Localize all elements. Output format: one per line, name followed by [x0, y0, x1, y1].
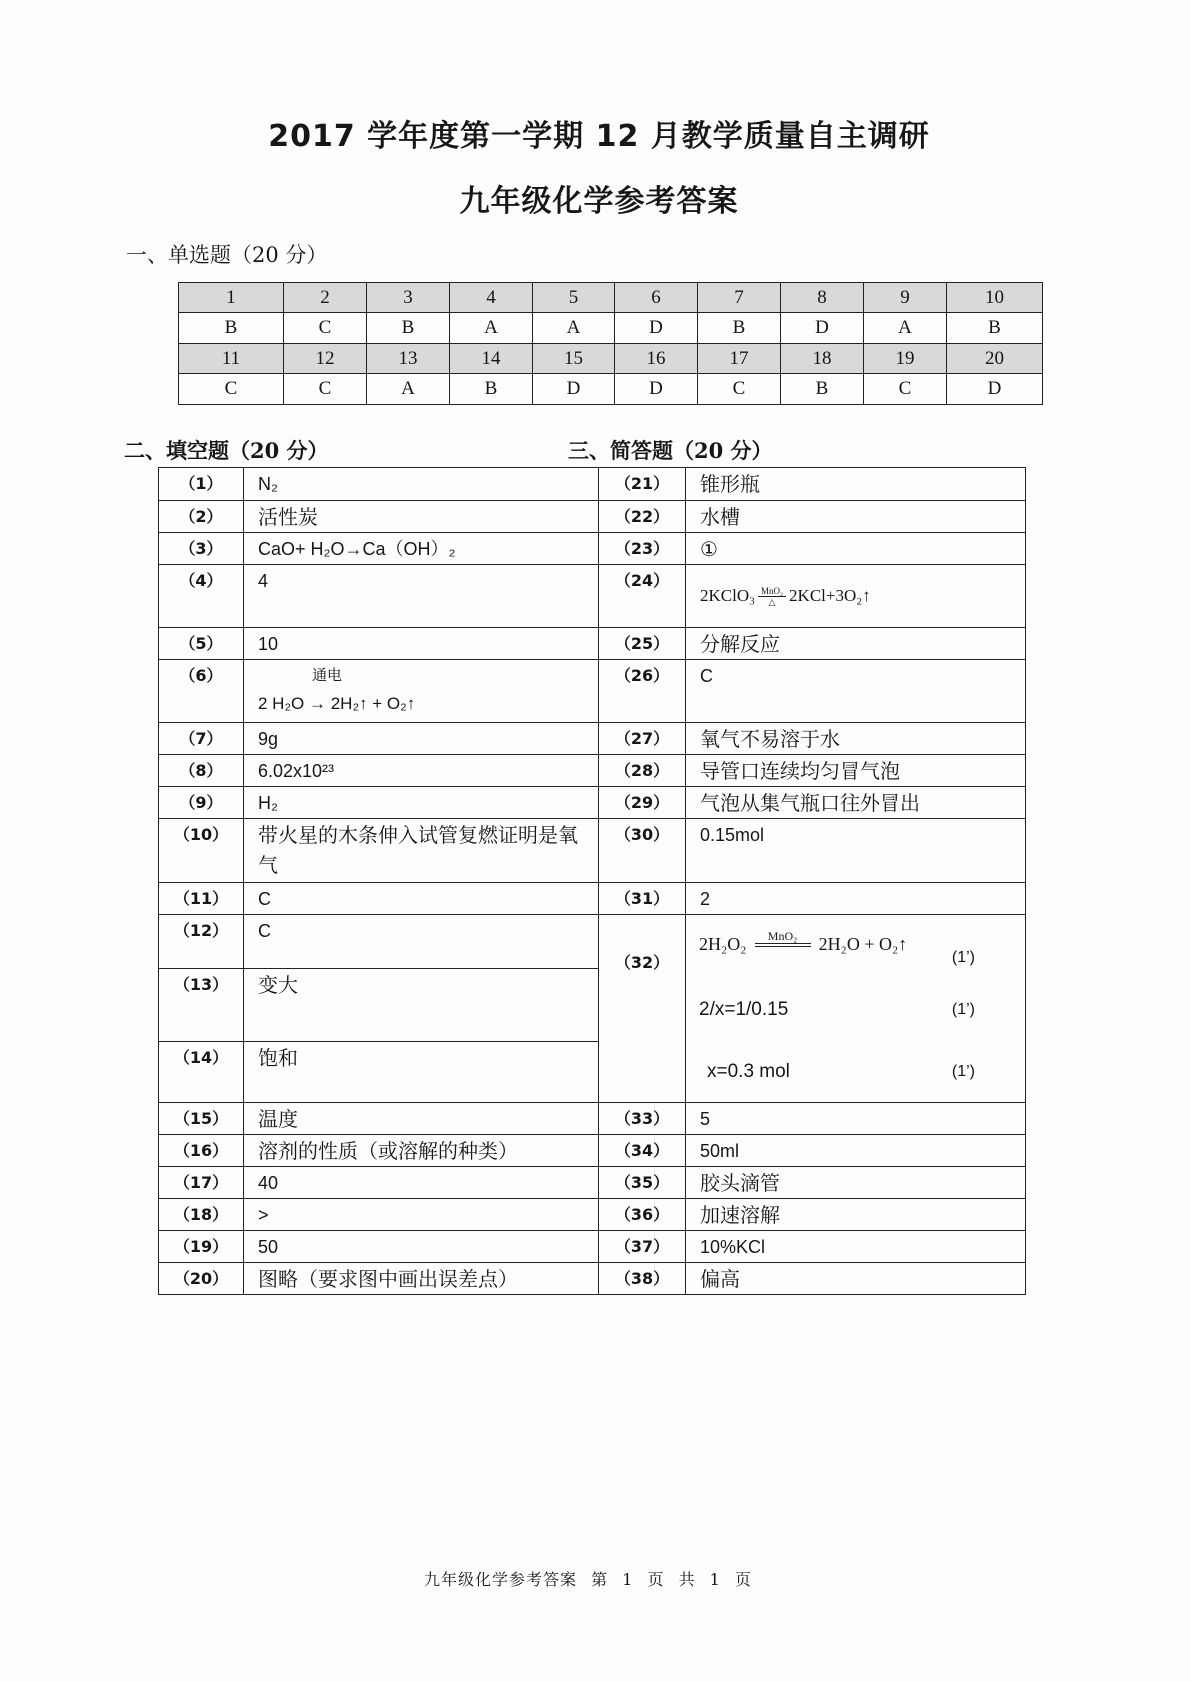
equation-reactant: 2KClO₃ — [700, 586, 756, 605]
answer-row — [159, 883, 1026, 915]
answer-row — [159, 1167, 1026, 1199]
answer-row — [159, 1135, 1026, 1167]
mc-number: 18 — [781, 344, 864, 374]
single-choice-heading: 一、单选题（20 分） — [126, 243, 328, 267]
fill-blank-number: （7） — [159, 723, 244, 755]
short-answer-number: （28） — [599, 755, 686, 787]
fill-blank-answer: 50 — [244, 1231, 599, 1263]
short-answer-answer: 50ml — [686, 1135, 1026, 1167]
answer-row — [159, 915, 1026, 969]
chemical-equation: 2 H₂O → 2H₂↑ + O₂↑ — [258, 694, 416, 713]
fill-blank-number: （3） — [159, 533, 244, 565]
answer-row — [159, 533, 1026, 565]
answer-row — [159, 787, 1026, 819]
short-answer-number: （31） — [599, 883, 686, 915]
mc-number: 2 — [284, 283, 367, 313]
mc-number: 5 — [533, 283, 615, 313]
fill-blank-number: （4） — [159, 565, 244, 628]
mc-answer: A — [367, 374, 450, 405]
mc-answer: D — [533, 374, 615, 405]
calculation-text: x=0.3 mol — [707, 1061, 790, 1082]
score-mark: (1’) — [951, 949, 975, 966]
fill-blank-number: （5） — [159, 628, 244, 660]
short-answer-answer: 胶头滴管 — [686, 1167, 1026, 1199]
short-answer-number: （33） — [599, 1103, 686, 1135]
answer-row — [159, 819, 1026, 883]
mc-answer: C — [284, 313, 367, 344]
single-choice-table — [178, 282, 1043, 405]
fill-blank-number: （2） — [159, 501, 244, 533]
short-answer-answer: 导管口连续均匀冒气泡 — [686, 755, 1026, 787]
equation-condition: 通电 — [312, 666, 343, 684]
short-answer-number: （35） — [599, 1167, 686, 1199]
short-answer-number: （27） — [599, 723, 686, 755]
mc-number-row — [179, 344, 1043, 374]
short-answer-answer: 5 — [686, 1103, 1026, 1135]
short-answer-number: （34） — [599, 1135, 686, 1167]
fill-blank-answer: 饱和 — [244, 1042, 599, 1103]
short-answer-answer: 2 — [686, 883, 1026, 915]
short-answer-number: （36） — [599, 1199, 686, 1231]
short-answer-number: （38） — [599, 1263, 686, 1295]
fill-blank-number: （13） — [159, 969, 244, 1042]
mc-number: 1 — [179, 283, 284, 313]
equation-product: 2KCl+3O₂↑ — [789, 586, 871, 605]
short-answer-number: （25） — [599, 628, 686, 660]
mc-answer-row — [179, 313, 1043, 344]
short-answer-number: （22） — [599, 501, 686, 533]
equation-catalyst: MnO₂ — [767, 928, 798, 943]
mc-answer: D — [947, 374, 1043, 405]
equation-product: 2H₂O + O₂↑ — [818, 934, 908, 954]
mc-answer: A — [864, 313, 947, 344]
fill-blank-answer: C — [244, 915, 599, 969]
mc-answer: B — [367, 313, 450, 344]
equation-double-line — [755, 943, 811, 947]
mc-answer: C — [698, 374, 781, 405]
short-answer-answer: C — [686, 660, 1026, 723]
mc-answer: C — [284, 374, 367, 405]
short-answer-number: （26） — [599, 660, 686, 723]
mc-answer: D — [781, 313, 864, 344]
short-answer-answer: 气泡从集气瓶口往外冒出 — [686, 787, 1026, 819]
mc-number: 7 — [698, 283, 781, 313]
mc-number-row — [179, 283, 1043, 313]
mc-answer: B — [781, 374, 864, 405]
page-footer: 九年级化学参考答案 第 1 页 共 1 页 — [424, 1570, 752, 1589]
mc-number: 15 — [533, 344, 615, 374]
answer-row — [159, 1103, 1026, 1135]
short-answer-answer: 偏高 — [686, 1263, 1026, 1295]
mc-answer: B — [450, 374, 533, 405]
fill-blank-answer: H₂ — [244, 787, 599, 819]
fill-blank-answer: C — [244, 883, 599, 915]
fill-blank-answer: 图略（要求图中画出误差点） — [244, 1263, 599, 1295]
mc-answer: B — [698, 313, 781, 344]
short-answer-answer: 分解反应 — [686, 628, 1026, 660]
mc-number: 6 — [615, 283, 698, 313]
fill-blank-number: （14） — [159, 1042, 244, 1103]
calculation-line — [699, 1057, 1025, 1087]
answer-table — [158, 467, 1026, 1295]
short-answer-number: （21） — [599, 468, 686, 501]
fill-blank-answer: 40 — [244, 1167, 599, 1199]
short-answer-answer: 10%KCl — [686, 1231, 1026, 1263]
answer-row — [159, 628, 1026, 660]
equation-heat-condition: △ — [768, 596, 776, 607]
mc-answer: C — [864, 374, 947, 405]
short-answer-answer: 加速溶解 — [686, 1199, 1026, 1231]
fill-blank-answer: 10 — [244, 628, 599, 660]
equation-reactant: 2H₂O₂ — [699, 934, 747, 954]
chemical-equation — [700, 585, 1011, 607]
mc-number: 12 — [284, 344, 367, 374]
fill-blank-answer: 变大 — [244, 969, 599, 1042]
mc-number: 4 — [450, 283, 533, 313]
fill-blank-answer: 6.02x10²³ — [244, 755, 599, 787]
score-mark: (1’) — [951, 1063, 975, 1080]
fill-blank-answer: CaO+ H₂O→Ca（OH）₂ — [244, 533, 599, 565]
answer-row — [159, 723, 1026, 755]
mc-number: 17 — [698, 344, 781, 374]
mc-number: 14 — [450, 344, 533, 374]
reaction-condition — [755, 930, 811, 947]
short-answer-number: （30） — [599, 819, 686, 883]
short-answer-answer: 氧气不易溶于水 — [686, 723, 1026, 755]
fill-blank-answer: N₂ — [244, 468, 599, 501]
short-answer-number: （29） — [599, 787, 686, 819]
fill-blank-number: （6） — [159, 660, 244, 723]
short-answer-answer — [686, 565, 1026, 628]
fill-blank-number: （11） — [159, 883, 244, 915]
fill-blank-number: （20） — [159, 1263, 244, 1295]
short-answer-number: （24） — [599, 565, 686, 628]
document-subtitle: 九年级化学参考答案 — [459, 184, 739, 219]
mc-answer: D — [615, 313, 698, 344]
answer-row — [159, 1199, 1026, 1231]
fill-blank-number: （12） — [159, 915, 244, 969]
fill-blank-answer: 温度 — [244, 1103, 599, 1135]
fill-blank-answer: 4 — [244, 565, 599, 628]
answer-row — [159, 501, 1026, 533]
mc-answer: D — [615, 374, 698, 405]
fill-blank-number: （18） — [159, 1199, 244, 1231]
fill-blank-answer — [244, 660, 599, 723]
mc-answer: C — [179, 374, 284, 405]
short-answer-calculation — [686, 915, 1026, 1103]
mc-number: 9 — [864, 283, 947, 313]
short-answer-heading: 三、简答题（20 分） — [568, 438, 773, 463]
short-answer-number: （37） — [599, 1231, 686, 1263]
calculation-line — [699, 995, 1025, 1025]
mc-answer: B — [947, 313, 1043, 344]
answer-row — [159, 1231, 1026, 1263]
mc-number: 3 — [367, 283, 450, 313]
short-answer-answer: 锥形瓶 — [686, 468, 1026, 501]
reaction-condition — [758, 586, 786, 607]
answer-row — [159, 755, 1026, 787]
mc-number: 20 — [947, 344, 1043, 374]
fill-blank-number: （16） — [159, 1135, 244, 1167]
fill-blank-number: （1） — [159, 468, 244, 501]
short-answer-number: （32） — [599, 915, 686, 1103]
short-answer-number: （23） — [599, 533, 686, 565]
mc-number: 10 — [947, 283, 1043, 313]
fill-blank-answer: 溶剂的性质（或溶解的种类） — [244, 1135, 599, 1167]
fill-blank-number: （9） — [159, 787, 244, 819]
mc-answer: A — [533, 313, 615, 344]
calculation-line — [699, 928, 1025, 966]
fill-blank-number: （10） — [159, 819, 244, 883]
fill-blank-answer: 带火星的木条伸入试管复燃证明是氧气 — [244, 819, 599, 883]
answer-row — [159, 660, 1026, 723]
mc-answer: A — [450, 313, 533, 344]
mc-answer: B — [179, 313, 284, 344]
fill-blank-number: （15） — [159, 1103, 244, 1135]
mc-number: 11 — [179, 344, 284, 374]
fill-blank-number: （19） — [159, 1231, 244, 1263]
mc-number: 13 — [367, 344, 450, 374]
answer-row — [159, 565, 1026, 628]
document-title: 2017 学年度第一学期 12 月教学质量自主调研 — [268, 119, 930, 154]
mc-answer-row — [179, 374, 1043, 405]
fill-blank-answer: 9g — [244, 723, 599, 755]
fill-blank-number: （17） — [159, 1167, 244, 1199]
mc-number: 16 — [615, 344, 698, 374]
mc-number: 19 — [864, 344, 947, 374]
equation-catalyst: MnO₂ — [760, 585, 784, 596]
calculation-text: 2/x=1/0.15 — [699, 999, 789, 1020]
fill-blank-heading: 二、填空题（20 分） — [124, 438, 329, 463]
score-mark: (1’) — [951, 1001, 975, 1018]
fill-blank-answer: > — [244, 1199, 599, 1231]
answer-row — [159, 468, 1026, 501]
answer-row — [159, 1263, 1026, 1295]
fill-blank-answer: 活性炭 — [244, 501, 599, 533]
short-answer-answer: 水槽 — [686, 501, 1026, 533]
fill-blank-number: （8） — [159, 755, 244, 787]
short-answer-answer: ① — [686, 533, 1026, 565]
short-answer-answer: 0.15mol — [686, 819, 1026, 883]
mc-number: 8 — [781, 283, 864, 313]
